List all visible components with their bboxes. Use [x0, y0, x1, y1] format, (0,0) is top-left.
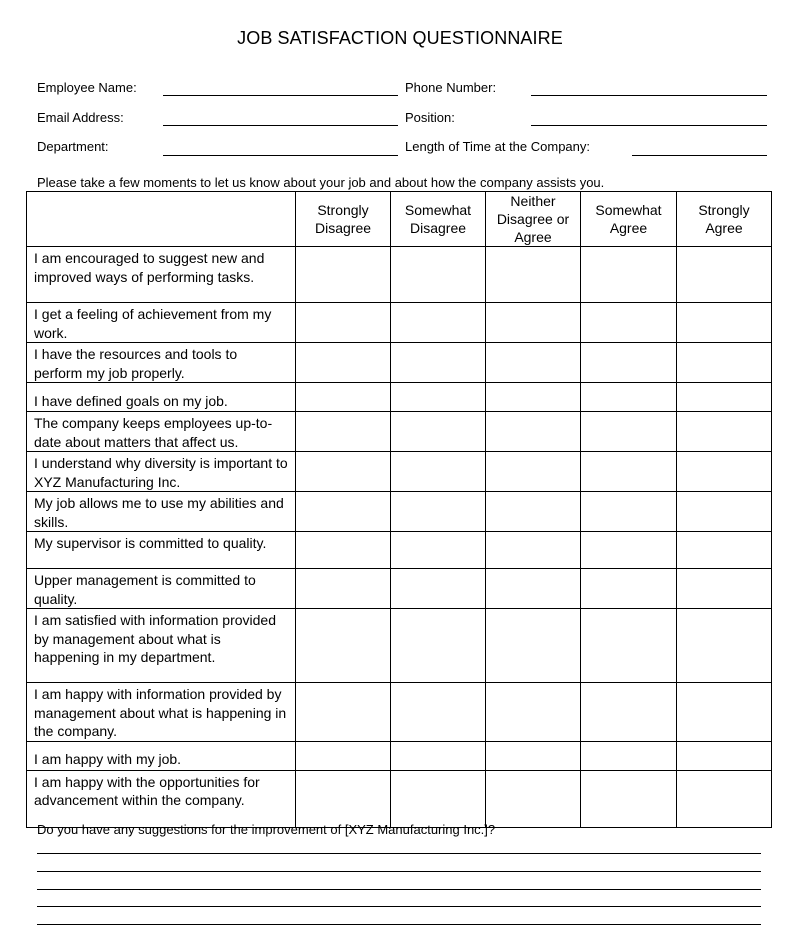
header-somewhat-disagree: Somewhat Disagree [391, 192, 486, 247]
email-address-field[interactable] [163, 125, 398, 126]
rating-cell-strongly-agree[interactable] [677, 343, 772, 383]
rating-cell-somewhat-disagree[interactable] [391, 492, 486, 532]
rating-cell-strongly-disagree[interactable] [296, 383, 391, 412]
rating-cell-neither[interactable] [486, 303, 581, 343]
rating-cell-strongly-agree[interactable] [677, 770, 772, 827]
rating-cell-neither[interactable] [486, 383, 581, 412]
rating-cell-strongly-disagree[interactable] [296, 412, 391, 452]
instructions-text: Please take a few moments to let us know about your job and about how the company assists you. [37, 175, 605, 190]
table-row [27, 683, 772, 742]
table-row [27, 770, 772, 827]
table-row [27, 609, 772, 683]
table-row [27, 412, 772, 452]
rating-cell-somewhat-agree[interactable] [581, 532, 677, 569]
statement-text: My job allows me to use my abilities and skills. [27, 492, 296, 532]
rating-cell-somewhat-disagree[interactable] [391, 412, 486, 452]
rating-cell-somewhat-disagree[interactable] [391, 609, 486, 683]
statement-text: I understand why diversity is important to XYZ Manufacturing Inc. [27, 452, 296, 492]
rating-cell-strongly-agree[interactable] [677, 492, 772, 532]
statement-text: Upper management is committed to quality. [27, 569, 296, 609]
rating-cell-strongly-disagree[interactable] [296, 303, 391, 343]
position-field[interactable] [531, 125, 767, 126]
rating-cell-somewhat-agree[interactable] [581, 303, 677, 343]
table-row [27, 569, 772, 609]
rating-cell-somewhat-agree[interactable] [581, 569, 677, 609]
rating-cell-neither[interactable] [486, 569, 581, 609]
rating-cell-neither[interactable] [486, 532, 581, 569]
length-of-time-field[interactable] [632, 155, 767, 156]
rating-cell-strongly-agree[interactable] [677, 303, 772, 343]
rating-cell-neither[interactable] [486, 609, 581, 683]
rating-cell-somewhat-agree[interactable] [581, 770, 677, 827]
rating-cell-strongly-agree[interactable] [677, 412, 772, 452]
statement-text: I am happy with information provided by management about what is happening in the company. [27, 683, 296, 742]
header-strongly-disagree: Strongly Disagree [296, 192, 391, 247]
statement-text: I get a feeling of achievement from my work. [27, 303, 296, 343]
rating-cell-somewhat-disagree[interactable] [391, 532, 486, 569]
position-label: Position: [405, 110, 455, 125]
rating-cell-strongly-disagree[interactable] [296, 569, 391, 609]
rating-cell-strongly-disagree[interactable] [296, 609, 391, 683]
statement-text: I am satisfied with information provided by management about what is happening in my department. [27, 609, 296, 683]
rating-cell-somewhat-disagree[interactable] [391, 247, 486, 303]
department-label: Department: [37, 139, 109, 154]
rating-cell-strongly-disagree[interactable] [296, 492, 391, 532]
statement-text: I am encouraged to suggest new and improved ways of performing tasks. [27, 247, 296, 303]
suggestion-line[interactable] [37, 871, 761, 872]
rating-cell-somewhat-agree[interactable] [581, 412, 677, 452]
rating-cell-somewhat-disagree[interactable] [391, 741, 486, 770]
page-title: JOB SATISFACTION QUESTIONNAIRE [237, 28, 563, 48]
rating-cell-somewhat-agree[interactable] [581, 683, 677, 742]
rating-cell-somewhat-disagree[interactable] [391, 452, 486, 492]
rating-cell-somewhat-agree[interactable] [581, 247, 677, 303]
table-row [27, 532, 772, 569]
statement-text: My supervisor is committed to quality. [27, 532, 296, 569]
rating-cell-strongly-disagree[interactable] [296, 770, 391, 827]
suggestion-line[interactable] [37, 889, 761, 890]
employee-name-label: Employee Name: [37, 80, 137, 95]
length-of-time-label: Length of Time at the Company: [405, 139, 590, 154]
rating-cell-somewhat-agree[interactable] [581, 343, 677, 383]
email-address-label: Email Address: [37, 110, 124, 125]
rating-cell-strongly-agree[interactable] [677, 532, 772, 569]
department-field[interactable] [163, 155, 398, 156]
rating-cell-somewhat-disagree[interactable] [391, 303, 486, 343]
rating-cell-neither[interactable] [486, 247, 581, 303]
header-strongly-agree: Strongly Agree [677, 192, 772, 247]
rating-cell-strongly-disagree[interactable] [296, 452, 391, 492]
table-row [27, 492, 772, 532]
rating-cell-neither[interactable] [486, 452, 581, 492]
table-row [27, 343, 772, 383]
statement-header [27, 192, 296, 247]
rating-cell-neither[interactable] [486, 412, 581, 452]
statement-text: I am happy with my job. [27, 741, 296, 770]
header-row [27, 192, 772, 247]
rating-cell-strongly-disagree[interactable] [296, 683, 391, 742]
rating-cell-strongly-agree[interactable] [677, 247, 772, 303]
rating-cell-somewhat-agree[interactable] [581, 492, 677, 532]
rating-cell-somewhat-agree[interactable] [581, 452, 677, 492]
rating-cell-somewhat-disagree[interactable] [391, 383, 486, 412]
rating-cell-strongly-disagree[interactable] [296, 343, 391, 383]
rating-cell-strongly-agree[interactable] [677, 383, 772, 412]
rating-cell-somewhat-agree[interactable] [581, 609, 677, 683]
table-row [27, 247, 772, 303]
survey-table [26, 191, 772, 828]
suggestion-line[interactable] [37, 853, 761, 854]
table-row [27, 303, 772, 343]
rating-cell-neither[interactable] [486, 741, 581, 770]
table-row [27, 741, 772, 770]
rating-cell-somewhat-agree[interactable] [581, 741, 677, 770]
rating-cell-somewhat-disagree[interactable] [391, 683, 486, 742]
phone-number-label: Phone Number: [405, 80, 497, 95]
rating-cell-strongly-agree[interactable] [677, 452, 772, 492]
rating-cell-neither[interactable] [486, 492, 581, 532]
statement-text: I am happy with the opportunities for advancement within the company. [27, 770, 296, 827]
rating-cell-somewhat-disagree[interactable] [391, 569, 486, 609]
header-neither: Neither Disagree or Agree [486, 192, 581, 247]
statement-text: I have the resources and tools to perform my job properly. [27, 343, 296, 383]
statement-text: I have defined goals on my job. [27, 383, 296, 412]
rating-cell-somewhat-disagree[interactable] [391, 770, 486, 827]
employee-name-field[interactable] [163, 95, 398, 96]
rating-cell-strongly-agree[interactable] [677, 741, 772, 770]
rating-cell-neither[interactable] [486, 683, 581, 742]
rating-cell-somewhat-disagree[interactable] [391, 343, 486, 383]
rating-cell-strongly-agree[interactable] [677, 609, 772, 683]
rating-cell-neither[interactable] [486, 343, 581, 383]
statement-text: The company keeps employees up-to-date about matters that affect us. [27, 412, 296, 452]
rating-cell-neither[interactable] [486, 770, 581, 827]
rating-cell-strongly-agree[interactable] [677, 569, 772, 609]
suggestion-line[interactable] [37, 906, 761, 907]
rating-cell-somewhat-agree[interactable] [581, 383, 677, 412]
phone-number-field[interactable] [531, 95, 767, 96]
table-row [27, 383, 772, 412]
rating-cell-strongly-disagree[interactable] [296, 532, 391, 569]
suggestion-line[interactable] [37, 924, 761, 925]
header-somewhat-agree: Somewhat Agree [581, 192, 677, 247]
rating-cell-strongly-disagree[interactable] [296, 247, 391, 303]
rating-cell-strongly-disagree[interactable] [296, 741, 391, 770]
rating-cell-strongly-agree[interactable] [677, 683, 772, 742]
suggestions-prompt: Do you have any suggestions for the improvement of [XYZ Manufacturing Inc.]? [37, 822, 496, 837]
table-row [27, 452, 772, 492]
